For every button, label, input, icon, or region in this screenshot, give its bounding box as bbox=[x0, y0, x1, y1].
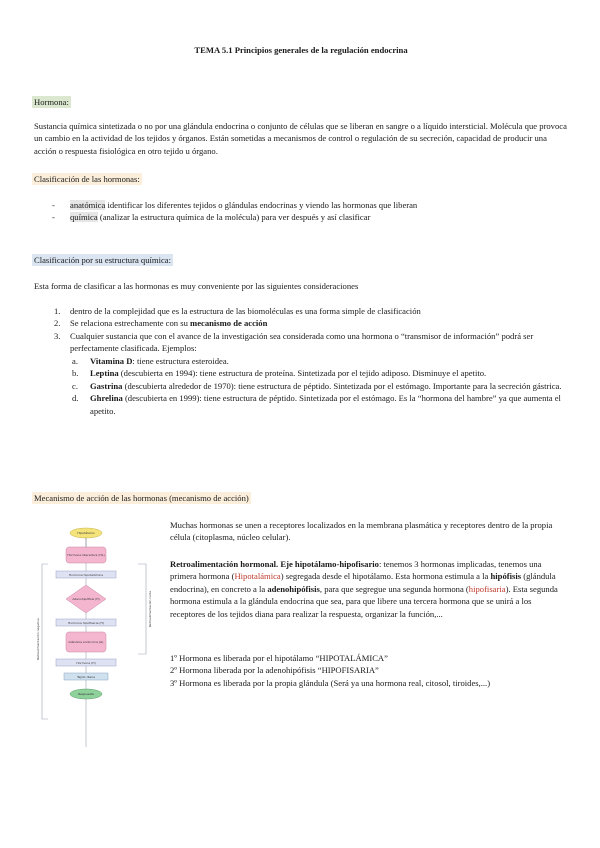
retro-red-hipofisaria: hipofisaria bbox=[468, 583, 506, 594]
item-text: (descubierta alrededor de 1970): tiene estructura de péptido. Sintetizada por el estómago. Importante para la secreción gástrica. bbox=[122, 380, 562, 391]
diagram-side-label-right: Retroalimentación corta bbox=[148, 590, 152, 628]
retro-bold-adenohipofisis: adenohipófisis bbox=[267, 583, 320, 594]
diagram-label: Hormona liberadora (HL) bbox=[67, 553, 105, 557]
diagram-feedback-right bbox=[138, 564, 146, 654]
item-bold: Gastrina bbox=[90, 380, 123, 391]
item-number: b. bbox=[72, 368, 79, 379]
estructura-list-block bbox=[34, 305, 568, 417]
item-bold: Vitamina D bbox=[90, 355, 133, 366]
list-item bbox=[34, 392, 568, 417]
list-item bbox=[34, 380, 568, 392]
diagram-label: Adenohipófisis (H) bbox=[72, 597, 100, 601]
list-item bbox=[34, 330, 568, 417]
estructura-heading-block bbox=[34, 254, 568, 266]
estructura-list bbox=[34, 305, 568, 417]
mecanismo-intro: Muchas hormonas se unen a receptores localizados en la membrana plasmática y receptores dentro de la propia célula (citoplasma, núcleo celular). bbox=[170, 520, 553, 543]
retro-text: (glándula endocrina), en concreto a la bbox=[170, 571, 556, 594]
clasificacion-heading: Clasificación de las hormonas: bbox=[34, 174, 140, 184]
hormona-paragraph: Sustancia química sintetizada o no por una glándula endocrina o conjunto de células que se liberan en sangre o a líquido intersticial. Molécula que provoca un cambio en la actividad de los tejidos y órganos. Están sometidas a mecanismos de control o regulación de su secreción, capacidad de producir una acción o respuesta fisiológica en otro tejido u órgano. bbox=[34, 121, 567, 156]
mecanismo-intro-block bbox=[170, 519, 568, 544]
diagram-feedback-left bbox=[42, 564, 48, 719]
list-item: 2º Hormona liberada por la adenohipófisis “HIPOFISARIA” bbox=[170, 665, 379, 676]
clasificacion-list-block bbox=[34, 199, 568, 224]
retro-red-hipotalamica: Hipotalámica bbox=[234, 571, 281, 582]
clasificacion-list bbox=[34, 199, 568, 224]
hormona-heading-block bbox=[34, 96, 568, 108]
list-item: 1º Hormona es liberada por el hipotálamo “HIPOTALÁMICA” bbox=[170, 653, 388, 663]
term-anatomica: anatómica bbox=[70, 200, 106, 210]
mecanismo-heading: Mecanismo de acción de las hormonas (mecanismo de acción) bbox=[34, 493, 249, 503]
list-item: 3º Hormona es liberada por la propia glándula (Será ya una hormona real, citosol, tiroides,...) bbox=[170, 677, 491, 688]
list-item bbox=[34, 317, 568, 329]
item-text: identificar los diferentes tejidos o glándulas endocrinas y viendo las hormonas que liberan bbox=[105, 200, 418, 210]
item-text: Cualquier sustancia que con el avance de la investigación sea considerada como una hormona o “transmisor de información” podrá ser perfectamente clasificada. Ejemplos: bbox=[70, 330, 534, 354]
item-text: (descubierta en 1994): tiene estructura de proteína. Sintetizada por el tejido adiposo. Disminuye el apetito. bbox=[118, 368, 487, 379]
estructura-intro-block bbox=[34, 280, 568, 292]
estructura-intro: Esta forma de clasificar a las hormonas es muy conveniente por las siguientes consideraciones bbox=[34, 281, 359, 291]
item-number: 3. bbox=[54, 330, 61, 341]
diagram-label: Glándula endocrina (G) bbox=[68, 640, 104, 644]
retro-text: : tenemos 3 hormonas implicadas, tenemos una primera hormona ( bbox=[170, 559, 542, 582]
hypothalamic-axis-diagram bbox=[34, 519, 160, 769]
list-item bbox=[34, 355, 568, 367]
retroalimentacion-paragraph bbox=[170, 558, 568, 620]
mecanismo-heading-block bbox=[34, 492, 568, 504]
examples-list bbox=[34, 355, 568, 417]
retro-bold: Retroalimentación hormonal. Eje hipotálamo-hipofisario bbox=[170, 559, 379, 569]
page-title: TEMA 5.1 Principios generales de la regulación endocrina bbox=[194, 45, 408, 55]
list-item bbox=[34, 367, 568, 379]
item-number: c. bbox=[72, 380, 78, 391]
retro-text: ). Esta segunda hormona estimula a la glándula endocrina que sea, para que libere una tercera hormona que se unirá a los receptores de los tejidos diana para realizar la respuesta, organizar la función,... bbox=[170, 583, 558, 619]
diagram-label: Hipotálamo bbox=[77, 531, 95, 535]
list-item bbox=[34, 199, 568, 211]
item-bold: Leptina bbox=[90, 368, 119, 379]
item-number: 1. bbox=[54, 306, 61, 316]
list-item bbox=[34, 211, 568, 223]
retroalimentacion-block bbox=[170, 558, 568, 620]
hormonas-list-block bbox=[170, 652, 568, 689]
item-number: 2. bbox=[54, 318, 61, 329]
item-text: : tiene estructura esteroidea. bbox=[132, 355, 229, 366]
list-item bbox=[34, 305, 568, 317]
diagram-label: Respuesta bbox=[78, 692, 94, 696]
item-text: Se relaciona estrechamente con su bbox=[70, 318, 191, 329]
diagram-label: Hormona hipofisaria (H) bbox=[68, 621, 104, 625]
item-bold: mecanismo de acción bbox=[190, 318, 268, 329]
retro-bold-hipofisis: hipófisis bbox=[490, 571, 522, 582]
diagram-label: Hormona (H) bbox=[76, 661, 96, 665]
retro-text: , para que segregue una segunda hormona ( bbox=[319, 583, 469, 594]
item-text: (descubierta en 1999): tiene estructura de péptido. Sintetizada por el estómago. Es la “hormona del hambre” ya que aumenta el apetito. bbox=[90, 393, 561, 416]
diagram-label: Tejido diana bbox=[77, 675, 95, 679]
diagram-label: Hormona hipotalámica bbox=[68, 573, 104, 577]
diagram-side-label-left: Retroalimentación negativa bbox=[36, 618, 40, 660]
clasificacion-heading-block bbox=[34, 173, 568, 185]
hormona-paragraph-block bbox=[34, 120, 568, 157]
item-text: dentro de la complejidad que es la estructura de las biomoléculas es una forma simple de clasificación bbox=[70, 306, 421, 316]
hormona-heading: Hormona: bbox=[34, 97, 69, 107]
item-number: d. bbox=[72, 393, 79, 404]
item-number: a. bbox=[72, 355, 78, 366]
item-bold: Ghrelina bbox=[90, 393, 123, 404]
retro-text: ) segregada desde el hipotálamo. Esta hormona estimula a la bbox=[280, 571, 491, 582]
estructura-heading: Clasificación por su estructura química: bbox=[34, 255, 171, 265]
item-text: (analizar la estructura química de la molécula) para ver después y así clasificar bbox=[97, 212, 371, 223]
term-quimica: química bbox=[70, 212, 98, 223]
